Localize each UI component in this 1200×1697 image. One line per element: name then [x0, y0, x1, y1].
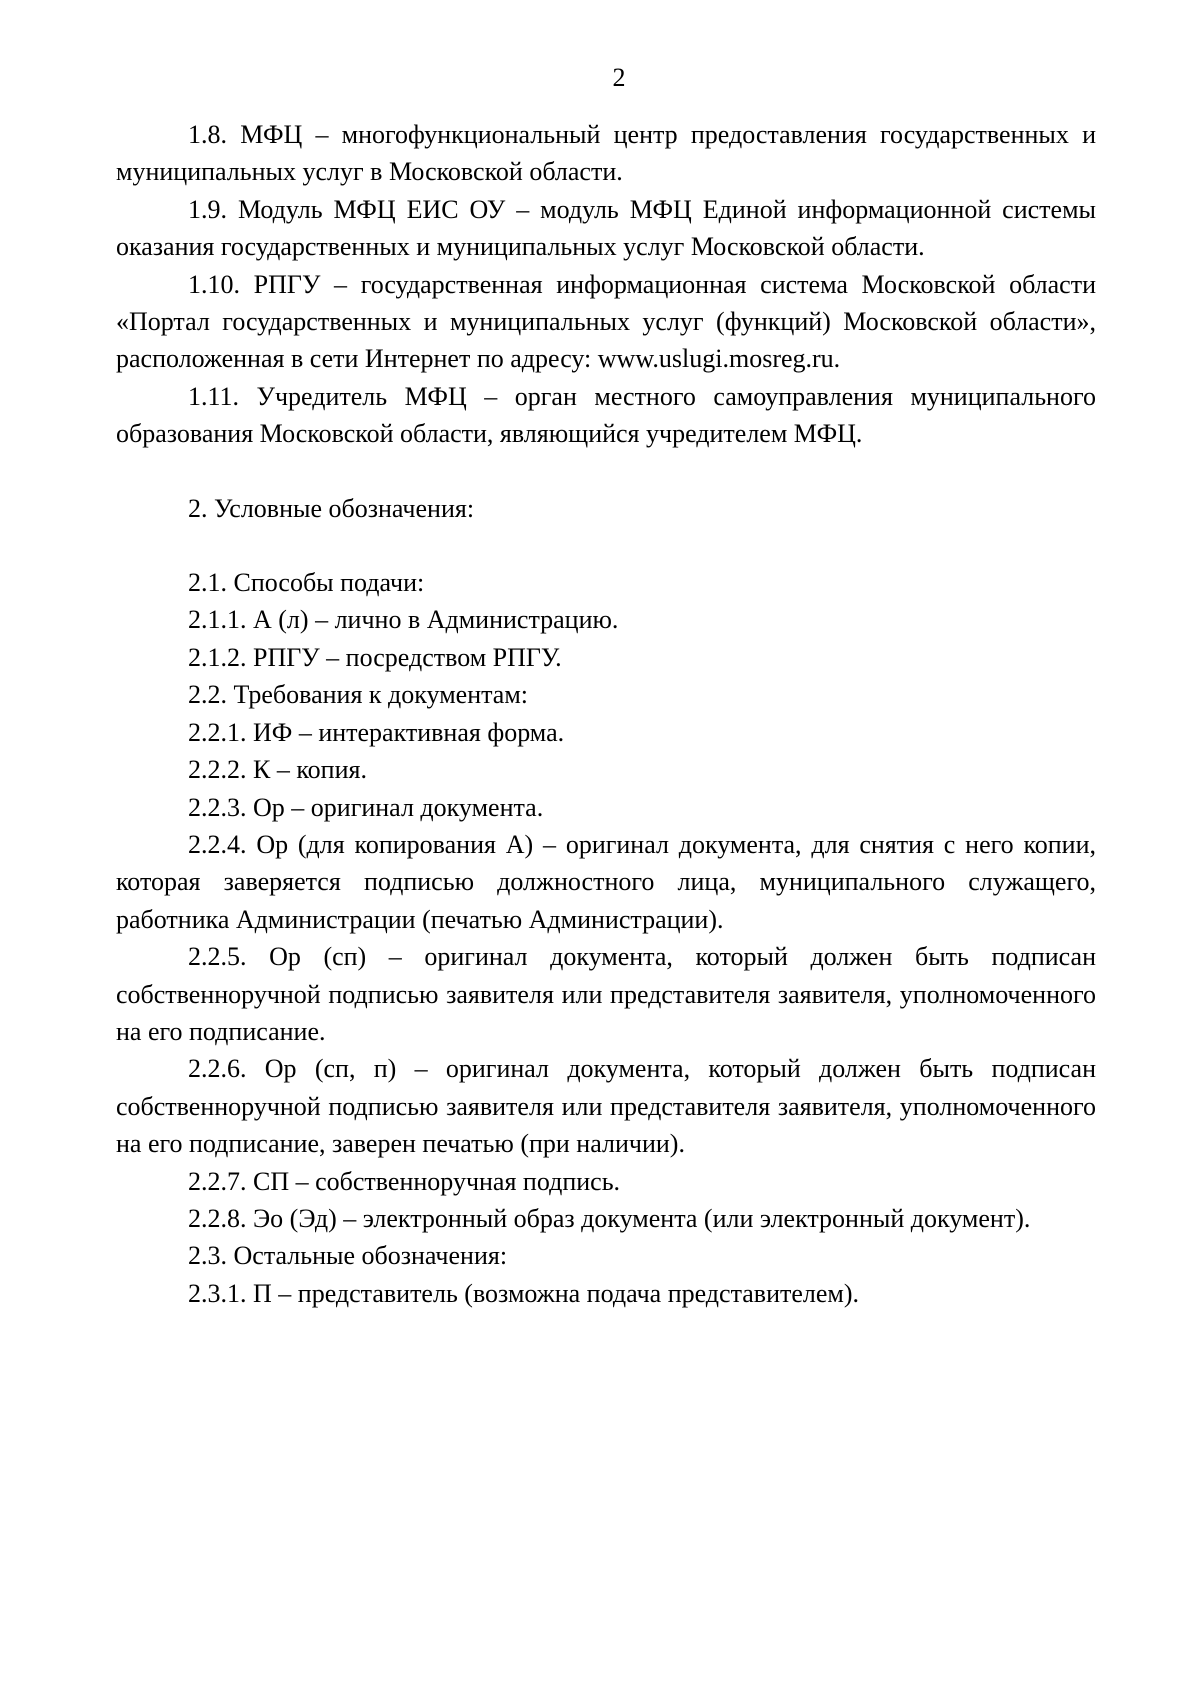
section-heading-2: 2. Условные обозначения: [188, 493, 475, 523]
paragraph-2-2-7: 2.2.7. СП – собственноручная подпись. [188, 1166, 621, 1196]
paragraph-1-10: 1.10. РПГУ – государственная информационная система Московской области «Портал государственных и муниципальных услуг (функций) Московской области», расположенная в сети Интернет по адресу: www.uslugi.mosreg.ru. [116, 269, 1096, 374]
page-number: 2 [612, 63, 626, 92]
paragraph-2-2-5: 2.2.5. Ор (сп) – оригинал документа, который должен быть подписан собственноручной подписью заявителя или представителя заявителя, уполномоченного на его подписание. [116, 942, 1096, 1046]
paragraph-2-2: 2.2. Требования к документам: [188, 680, 529, 710]
paragraph-2-2-2: 2.2.2. К – копия. [188, 755, 367, 785]
document-body [116, 116, 1096, 1312]
paragraph-2-2-3: 2.2.3. Ор – оригинал документа. [188, 792, 544, 822]
paragraph-2-2-4: 2.2.4. Ор (для копирования А) – оригинал документа, для снятия с него копии, которая заверяется подписью должностного лица, муниципального служащего, работника Администрации (печатью Администрации). [116, 829, 1096, 934]
paragraph-1-11: 1.11. Учредитель МФЦ – орган местного самоуправления муниципального образования Московской области, являющийся учредителем МФЦ. [116, 381, 1096, 449]
paragraph-1-9: 1.9. Модуль МФЦ ЕИС ОУ – модуль МФЦ Единой информационной системы оказания государственных и муниципальных услуг Московской области. [116, 194, 1096, 262]
paragraph-2-3-1: 2.3.1. П – представитель (возможна подача представителем). [188, 1278, 860, 1308]
paragraph-1-8: 1.8. МФЦ – многофункциональный центр предоставления государственных и муниципальных услуг в Московской области. [116, 120, 1096, 187]
paragraph-2-2-1: 2.2.1. ИФ – интерактивная форма. [188, 717, 565, 747]
paragraph-2-1: 2.1. Способы подачи: [188, 568, 425, 598]
paragraph-2-2-6: 2.2.6. Ор (сп, п) – оригинал документа, который должен быть подписан собственноручной подписью заявителя или представителя заявителя, уполномоченного на его подписание, заверен печатью (при наличии). [116, 1054, 1096, 1159]
paragraph-2-1-2: 2.1.2. РПГУ – посредством РПГУ. [188, 642, 562, 672]
paragraph-2-1-1: 2.1.1. А (л) – лично в Администрацию. [188, 605, 619, 635]
paragraph-2-2-8: 2.2.8. Эо (Эд) – электронный образ документа (или электронный документ). [188, 1203, 1031, 1233]
paragraph-spacer [116, 527, 1096, 564]
paragraph-spacer [116, 453, 1096, 490]
paragraph-2-3: 2.3. Остальные обозначения: [188, 1241, 508, 1271]
